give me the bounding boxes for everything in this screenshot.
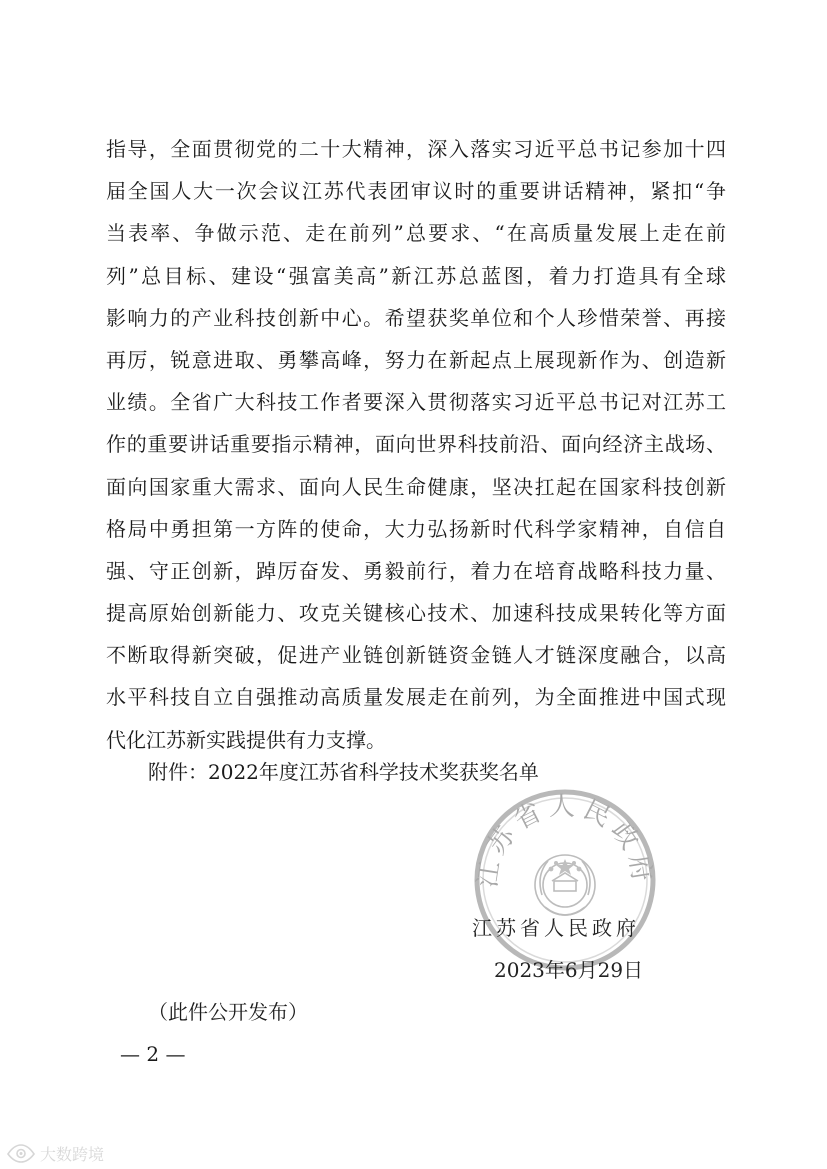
body-line: 代化江苏新实践提供有力支撑。 xyxy=(106,727,386,752)
body-line: 当表率、争做示范、走在前列”总要求、“在高质量发展上走在前 xyxy=(106,221,726,246)
body-line: 再厉，锐意进取、勇攀高峰，努力在新起点上展现新作为、创造新 xyxy=(106,347,726,372)
body-line: 水平科技自立自强推动高质量发展走在前列，为全面推进中国式现 xyxy=(106,685,726,710)
body-line: 格局中勇担第一方阵的使命，大力弘扬新时代科学家精神，自信自 xyxy=(106,516,726,541)
body-line: 强、守正创新，踔厉奋发、勇毅前行，着力在培育战略科技力量、 xyxy=(106,558,726,583)
eye-logo-icon xyxy=(6,1143,36,1163)
body-line: 届全国人大一次会议江苏代表团审议时的重要讲话精神，紧扣“争 xyxy=(106,179,726,204)
publish-note: （此件公开发布） xyxy=(148,1000,308,1024)
body-line: 作的重要讲话重要指示精神，面向世界科技前沿、面向经济主战场、 xyxy=(106,432,726,457)
official-seal-icon xyxy=(470,785,660,975)
page-number: — 2 — xyxy=(120,1042,186,1066)
body-line: 影响力的产业科技创新中心。希望获奖单位和个人珍惜荣誉、再接 xyxy=(106,305,726,330)
body-line: 列”总目标、建设“强富美高”新江苏总蓝图，着力打造具有全球 xyxy=(106,263,726,288)
watermark xyxy=(6,1142,104,1164)
body-line: 面向国家重大需求、面向人民生命健康，坚决扛起在国家科技创新 xyxy=(106,474,726,499)
attachment-note: 附件：2022年度江苏省科学技术奖获奖名单 xyxy=(148,760,539,784)
body-line: 业绩。全省广大科技工作者要深入贯彻落实习近平总书记对江苏工 xyxy=(106,390,726,415)
body-text xyxy=(106,128,726,761)
body-line: 提高原始创新能力、攻克关键核心技术、加速科技成果转化等方面 xyxy=(106,601,726,626)
body-line: 不断取得新突破，促进产业链创新链资金链人才链深度融合，以高 xyxy=(106,643,726,668)
issue-date: 2023年6月29日 xyxy=(494,958,644,982)
svg-text:江苏省人民政府: 江苏省人民政府 xyxy=(472,792,658,890)
issuing-authority: 江苏省人民政府 xyxy=(472,916,640,940)
body-line: 指导，全面贯彻党的二十大精神，深入落实习近平总书记参加十四 xyxy=(106,137,726,161)
watermark-text: 大数跨境 xyxy=(40,1144,105,1164)
